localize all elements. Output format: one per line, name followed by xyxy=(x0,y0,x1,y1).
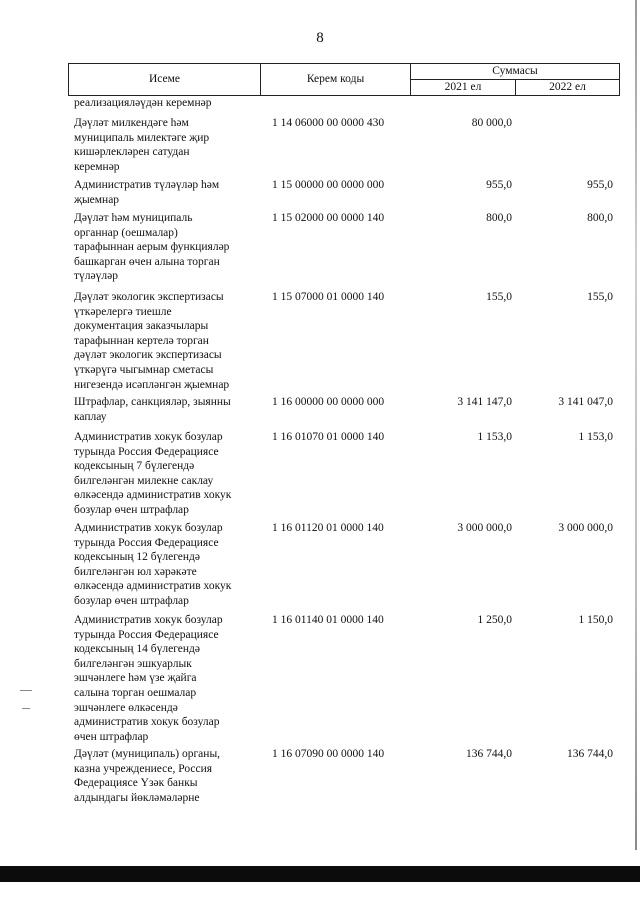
row-name-line: үткәрүгә чыгымнар сметасы xyxy=(74,363,214,376)
row-value-2022: 136 744,0 xyxy=(567,748,613,760)
row-value-2021: 136 744,0 xyxy=(466,748,512,760)
row-code: 1 16 07090 00 0000 140 xyxy=(272,748,385,760)
row-value-2021: 800,0 xyxy=(486,212,512,224)
row-name-line: кишәрлекләрен сатудан xyxy=(74,146,190,159)
row-name-line: Дәүләт милкендәге һәм xyxy=(74,117,189,129)
row-name-line: турында Россия Федерациясе xyxy=(74,628,219,641)
row-name-line: түләүләр xyxy=(74,270,118,283)
row-name-line: документация заказчылары xyxy=(74,320,209,333)
row-name-line: өлкәсендә административ хокук xyxy=(74,580,232,593)
row-name-line: кодексының 7 бүлегендә xyxy=(74,460,195,473)
row-name-line: Штрафлар, санкцияләр, зыянны xyxy=(74,396,231,408)
row-value-2021: 3 000 000,0 xyxy=(457,522,512,534)
row-value-2022: 955,0 xyxy=(587,179,613,191)
row-name-line: Дәүләт экологик экспертизасы xyxy=(74,291,224,303)
row-name xyxy=(74,395,252,424)
row-name-line: өлкәсендә административ хокук xyxy=(74,489,232,502)
row-value-2021: 955,0 xyxy=(486,179,512,191)
row-name-line: дәүләт экологик экспертизасы xyxy=(74,349,222,362)
row-name-line: кодексының 12 бүлегендә xyxy=(74,551,201,564)
row-value-2022: 155,0 xyxy=(587,291,613,303)
margin-mark xyxy=(22,708,30,709)
page-number: 8 xyxy=(316,30,324,46)
row-name xyxy=(74,178,252,207)
scan-right-edge xyxy=(635,0,637,850)
row-name-line: Административ түләүләр һәм xyxy=(74,179,220,191)
row-name-line: бозулар өчен штрафлар xyxy=(74,594,189,607)
row-name-line: казна учреждениесе, Россия xyxy=(74,762,213,775)
row-name-line: турында Россия Федерациясе xyxy=(74,445,219,458)
row-name-line: Дәүләт (муниципаль) органы, xyxy=(74,748,221,760)
row-name-line: эшчәнлеге һәм үзе җайга xyxy=(74,672,197,685)
row-name xyxy=(74,116,252,174)
row-name xyxy=(74,613,252,744)
row-name-line: җыемнар xyxy=(74,193,120,206)
header-sum-column: Суммасы xyxy=(411,64,620,80)
row-value-2021: 1 250,0 xyxy=(477,614,512,626)
row-code: 1 16 00000 00 0000 000 xyxy=(272,396,385,408)
row-name-line: каплау xyxy=(74,410,107,423)
row-name-line: бозулар өчен штрафлар xyxy=(74,503,189,516)
row-value-2021: 80 000,0 xyxy=(471,117,512,129)
row-name-line: Административ хокук бозулар xyxy=(74,522,223,534)
carryover-text: реализацияләүдән керемнәр xyxy=(74,97,212,109)
row-name-line: нигезендә исәпләнгән җыемнар xyxy=(74,378,230,391)
row-name-line: башкарган өчен алына торган xyxy=(74,255,220,268)
row-name-line: билгеләнгән юл хәрәкәте xyxy=(74,565,197,578)
row-name-line: Дәүләт һәм муниципаль xyxy=(74,212,193,224)
row-name-line: өчен штрафлар xyxy=(74,730,149,743)
row-name-line: эшчәнлеге өлкәсендә xyxy=(74,701,178,714)
row-name-line: тарафыннан кертелә торган xyxy=(74,334,209,347)
header-name-column: Исеме xyxy=(69,64,261,96)
row-name-line: Административ хокук бозулар xyxy=(74,431,223,443)
row-value-2022: 1 150,0 xyxy=(578,614,613,626)
row-value-2022: 1 153,0 xyxy=(578,431,613,443)
row-name-line: билгеләнгән эшкуарлык xyxy=(74,657,192,670)
row-code: 1 16 01070 01 0000 140 xyxy=(272,431,385,443)
row-name-line: алдындагы йөкләмәләрне xyxy=(74,791,200,804)
row-code: 1 15 02000 00 0000 140 xyxy=(272,212,385,224)
row-name-line: үткәрелергә тиешле xyxy=(74,305,172,318)
row-value-2022: 3 141 047,0 xyxy=(558,396,613,408)
row-name-line: билгеләнгән милекне саклау xyxy=(74,474,214,487)
row-name-line: органнар (оешмалар) xyxy=(74,226,178,239)
row-name xyxy=(74,430,252,518)
row-name-line: административ хокук бозулар xyxy=(74,716,220,729)
row-name-line: муниципаль милектәге җир xyxy=(74,131,210,144)
row-value-2021: 155,0 xyxy=(486,291,512,303)
row-name-line: Федерациясе Үзәк банкы xyxy=(74,777,198,790)
row-name-line: Административ хокук бозулар xyxy=(74,614,223,626)
margin-mark xyxy=(20,690,32,691)
row-value-2021: 1 153,0 xyxy=(477,431,512,443)
row-name xyxy=(74,211,252,284)
header-code-column: Керем коды xyxy=(261,64,411,96)
scan-bottom-bar xyxy=(0,866,640,882)
row-code: 1 14 06000 00 0000 430 xyxy=(272,117,385,129)
row-code: 1 15 00000 00 0000 000 xyxy=(272,179,385,191)
row-code: 1 16 01120 01 0000 140 xyxy=(272,522,384,534)
row-name-line: керемнәр xyxy=(74,160,120,173)
row-code: 1 15 07000 01 0000 140 xyxy=(272,291,385,303)
table-header xyxy=(68,63,620,96)
row-name-line: кодексының 14 бүлегендә xyxy=(74,643,201,656)
header-year-2021: 2021 ел xyxy=(411,80,516,96)
row-value-2022: 3 000 000,0 xyxy=(558,522,613,534)
row-name-line: салына торган оешмалар xyxy=(74,686,197,699)
row-name xyxy=(74,290,252,392)
row-value-2021: 3 141 147,0 xyxy=(457,396,512,408)
row-name xyxy=(74,521,252,609)
row-value-2022: 800,0 xyxy=(587,212,613,224)
row-name-line: турында Россия Федерациясе xyxy=(74,536,219,549)
row-name xyxy=(74,747,252,805)
row-code: 1 16 01140 01 0000 140 xyxy=(272,614,384,626)
row-name-line: тарафыннан аерым функцияләр xyxy=(74,241,230,254)
header-year-2022: 2022 ел xyxy=(516,80,620,96)
